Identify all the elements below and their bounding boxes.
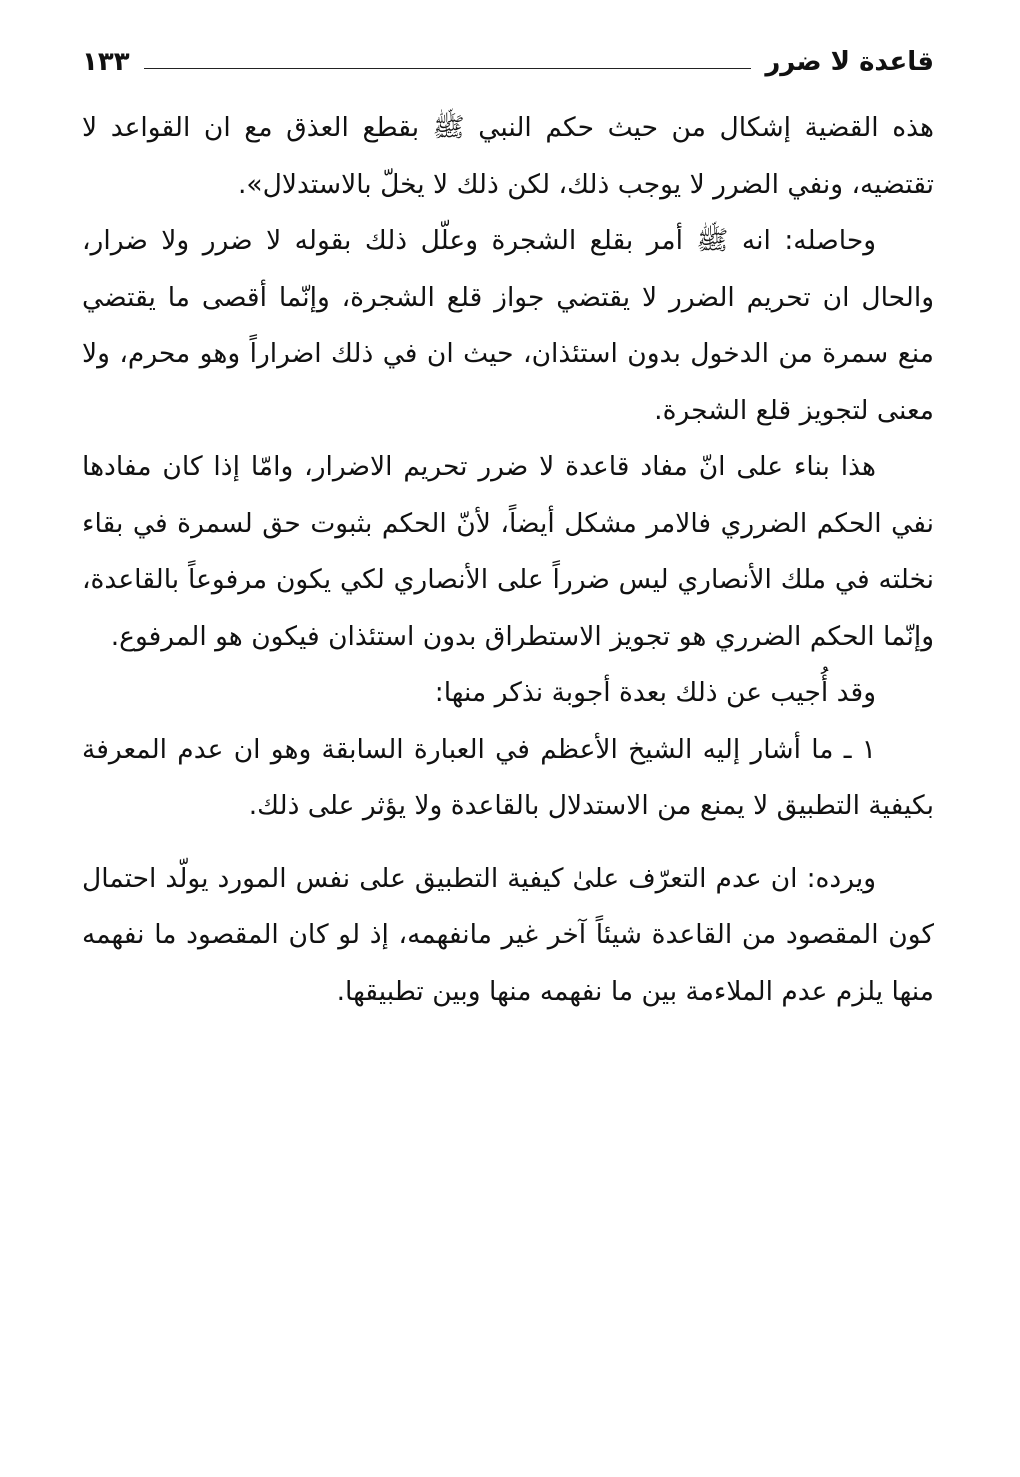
page-number: ١٣٣ [82,47,130,77]
running-title: قاعدة لا ضرر [765,47,934,77]
paragraph: هذا بناء على انّ مفاد قاعدة لا ضرر تحريم الاضرار، وامّا إذا كان مفادها نفي الحكم الضرري فالامر مشكل أيضاً، لأنّ الحكم بثبوت حق لسمرة في بقاء نخلته في ملك الأنصاري ليس ضرراً على الأنصاري لكي يكون مرفوعاً بالقاعدة، وإنّما الحكم الضرري هو تجويز الاستطراق بدون استئذان فيكون هو المرفوع. [82,451,934,652]
header-rule [144,68,752,69]
paragraph: هذه القضية إشكال من حيث حكم النبي ﷺ بقطع العذق مع ان القواعد لا تقتضيه، ونفي الضرر لا يوجب ذلك، لكن ذلك لا يخلّ بالاستدلال». [82,112,934,200]
paragraph: وحاصله: انه ﷺ أمر بقلع الشجرة وعلّل ذلك بقوله لا ضرر ولا ضرار، والحال ان تحريم الضرر لا يقتضي جواز قلع الشجرة، وإنّما أقصى ما يقتضي منع سمرة من الدخول بدون استئذان، حيث ان في ذلك اضراراً وهو محرم، ولا معنى لتجويز قلع الشجرة. [82,225,934,426]
running-header [82,38,934,86]
numbered-paragraph: ١ ـ ما أشار إليه الشيخ الأعظم في العبارة السابقة وهو ان عدم المعرفة بكيفية التطبيق لا يمنع من الاستدلال بالقاعدة ولا يؤثر على ذلك. [82,733,934,821]
body-text [82,100,934,1020]
paragraph: ويرده: ان عدم التعرّف علىٰ كيفية التطبيق على نفس المورد يولّد احتمال كون المقصود من القاعدة شيئاً آخر غير مانفهمه، إذ لو كان المقصود ما نفهمه منها يلزم عدم الملاءمة بين ما نفهمه منها وبين تطبيقها. [82,862,934,1007]
paragraph: وقد أُجيب عن ذلك بعدة أجوبة نذكر منها: [434,677,876,708]
book-page [82,38,934,1438]
